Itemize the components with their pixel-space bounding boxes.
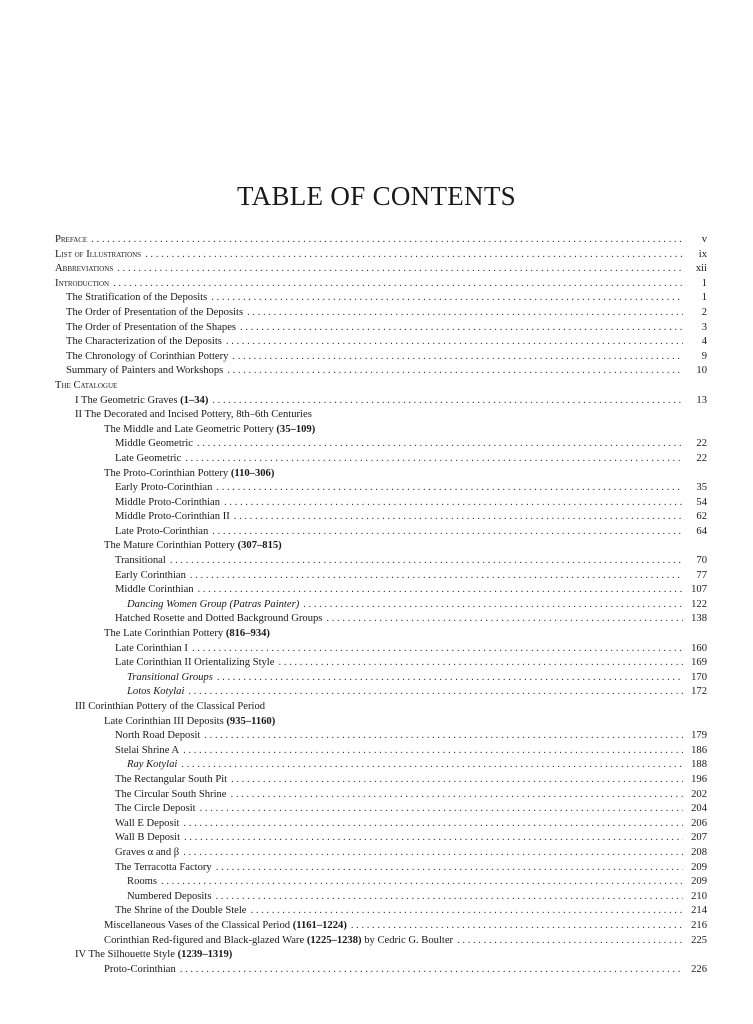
toc-entry xyxy=(55,963,707,978)
toc-page-number: 226 xyxy=(691,963,707,975)
toc-entry xyxy=(55,496,707,511)
dot-leader xyxy=(227,364,683,379)
toc-entry xyxy=(55,802,707,817)
toc-entry-title: The Proto-Corinthian Pottery xyxy=(104,467,229,479)
toc-entry-title: The Order of Presentation of the Deposits xyxy=(66,306,244,318)
toc-page-number: ix xyxy=(698,248,707,260)
dot-leader xyxy=(113,277,683,292)
toc-entry-label xyxy=(115,773,227,788)
toc-entry-catalogue-range: (1–34) xyxy=(180,394,209,406)
dot-leader xyxy=(197,437,683,452)
toc-entry-title: Miscellaneous Vases of the Classical Period xyxy=(104,919,291,931)
toc-entry-label xyxy=(66,291,207,306)
toc-entry-title: The Circle Deposit xyxy=(115,803,196,815)
toc-entry xyxy=(55,394,707,409)
toc-entry xyxy=(55,277,707,292)
toc-entry xyxy=(55,437,707,452)
dot-leader xyxy=(198,583,683,598)
dot-leader xyxy=(216,481,683,496)
toc-entry-title: The Shrine of the Double Stele xyxy=(115,905,247,917)
toc-entry-title: Transitional Groups xyxy=(127,671,213,683)
toc-entry-catalogue-range: (307–815) xyxy=(237,540,282,552)
toc-entry-label xyxy=(55,277,109,292)
toc-entry-label xyxy=(104,467,274,482)
toc-page-number: 4 xyxy=(701,336,707,348)
toc-entry-title: Dancing Women Group (Patras Painter) xyxy=(127,598,300,610)
toc-entry xyxy=(55,890,707,905)
toc-entry-title: Early Proto-Corinthian xyxy=(115,482,213,494)
toc-entry-title: Hatched Rosette and Dotted Background Groups xyxy=(115,613,323,625)
toc-entry-title: Preface xyxy=(55,234,88,245)
dot-leader xyxy=(351,919,683,934)
toc-entry-title: II The Decorated and Incised Pottery, 8th–6th Centuries xyxy=(75,409,312,421)
toc-entry-label xyxy=(115,510,230,525)
toc-entry xyxy=(55,452,707,467)
toc-entry-title: III Corinthian Pottery of the Classical Period xyxy=(75,701,266,712)
toc-entry-title: The Late Corinthian Pottery xyxy=(104,628,224,640)
dot-leader xyxy=(240,321,683,336)
toc-entry-title: Late Corinthian II Orientalizing Style xyxy=(115,657,275,669)
toc-entry-title: The Stratification of the Deposits xyxy=(66,292,208,304)
toc-entry-label xyxy=(66,321,236,336)
toc-entry xyxy=(55,423,707,438)
toc-page-number: 35 xyxy=(696,482,707,494)
toc-entry-label xyxy=(115,802,196,817)
toc-entry-label xyxy=(104,539,282,554)
toc-page-number: 207 xyxy=(691,832,707,844)
dot-leader xyxy=(181,758,683,773)
toc-entry-label xyxy=(66,364,223,379)
dot-leader xyxy=(170,554,683,569)
dot-leader xyxy=(161,875,683,890)
toc-entry-label xyxy=(115,437,193,452)
toc-entry-label xyxy=(55,233,87,248)
toc-entry-author: by Cedric G. Boulter xyxy=(361,934,454,946)
toc-entry-label xyxy=(127,758,177,773)
toc-entry-label xyxy=(115,496,220,511)
toc-entry-title: Introduction xyxy=(55,277,110,289)
toc-entry xyxy=(55,758,707,773)
toc-page-number: 3 xyxy=(701,321,707,333)
toc-entry xyxy=(55,627,707,642)
toc-entry-title: Middle Proto-Corinthian xyxy=(115,496,221,508)
toc-entry-title: The Circular South Shrine xyxy=(115,788,227,800)
toc-entry-label xyxy=(115,612,322,627)
dot-leader xyxy=(234,510,683,525)
toc-entry-title: The Rectangular South Pit xyxy=(115,773,228,785)
toc-page-number: 202 xyxy=(691,788,707,800)
dot-leader xyxy=(184,831,683,846)
dot-leader xyxy=(188,685,683,700)
toc-entry-label xyxy=(75,408,312,423)
toc-page-number: v xyxy=(701,234,707,245)
dot-leader xyxy=(145,248,683,263)
toc-page-number: 1 xyxy=(701,277,707,289)
toc-entry-label xyxy=(115,831,180,846)
toc-entry xyxy=(55,539,707,554)
toc-page-number: 216 xyxy=(691,919,707,931)
toc-entry-label xyxy=(127,875,157,890)
toc-entry xyxy=(55,467,707,482)
toc-entry-label xyxy=(104,423,315,438)
toc-entry-title: Early Corinthian xyxy=(115,569,186,581)
toc-entry-label xyxy=(115,642,188,657)
toc-entry-title: Abbreviations xyxy=(55,263,114,275)
toc-entry xyxy=(55,233,707,248)
toc-entry-label xyxy=(127,671,213,686)
toc-entry xyxy=(55,817,707,832)
toc-page-number: 70 xyxy=(696,555,707,567)
toc-entry-label xyxy=(75,394,208,409)
dot-leader xyxy=(211,291,683,306)
toc-entry xyxy=(55,948,707,963)
toc-page-number: 209 xyxy=(691,876,707,888)
toc-entry-label xyxy=(127,598,299,613)
toc-page-number: 62 xyxy=(696,511,707,523)
toc-entry-title: I The Geometric Graves xyxy=(75,394,178,406)
toc-entry-label xyxy=(127,890,211,905)
toc-entry-title: List of Illustrations xyxy=(55,248,142,260)
toc-entry xyxy=(55,408,707,423)
toc-page-number: 179 xyxy=(691,730,707,742)
toc-entry-label xyxy=(55,248,141,263)
toc-entry-catalogue-range: (110–306) xyxy=(230,467,275,479)
toc-page-number: 13 xyxy=(696,394,707,406)
toc-entry-label xyxy=(75,700,265,715)
toc-entry xyxy=(55,598,707,613)
dot-leader xyxy=(117,262,683,277)
dot-leader xyxy=(190,569,683,584)
toc-entry-title: Lotos Kotylai xyxy=(127,686,185,698)
toc-page-number: 172 xyxy=(691,686,707,698)
toc-entry xyxy=(55,481,707,496)
toc-entry-label xyxy=(127,685,184,700)
dot-leader xyxy=(231,788,683,803)
toc-entry-title: Rooms xyxy=(127,876,158,888)
dot-leader xyxy=(303,598,683,613)
toc-entry-label xyxy=(66,335,222,350)
toc-page-number: 186 xyxy=(691,744,707,756)
toc-entry-label xyxy=(115,569,186,584)
toc-entry xyxy=(55,919,707,934)
toc-entry-title: Late Corinthian I xyxy=(115,642,188,654)
toc-entry-title: Late Proto-Corinthian xyxy=(115,525,209,537)
dot-leader xyxy=(204,729,683,744)
toc-page-number: 204 xyxy=(691,803,707,815)
toc-page-number: 107 xyxy=(691,584,707,596)
toc-entry-title: Corinthian Red-figured and Black-glazed Ware xyxy=(104,934,305,946)
toc-entry xyxy=(55,335,707,350)
toc-entry-label xyxy=(115,904,247,919)
toc-entry-label xyxy=(115,846,179,861)
dot-leader xyxy=(180,963,683,978)
toc-entry xyxy=(55,379,707,394)
toc-entry-label xyxy=(115,861,212,876)
toc-entry xyxy=(55,554,707,569)
toc-entry-catalogue-range: (35–109) xyxy=(276,423,316,435)
toc-page-number: 214 xyxy=(691,905,707,917)
toc-entry-label xyxy=(115,554,166,569)
toc-page-number: 54 xyxy=(696,496,707,508)
toc-page-number: 206 xyxy=(691,817,707,829)
toc-entry xyxy=(55,700,707,715)
toc-entry-title: The Mature Corinthian Pottery xyxy=(104,540,235,552)
toc-entry-label xyxy=(115,525,208,540)
dot-leader xyxy=(326,612,683,627)
toc-entry-catalogue-range: (1225–1238) xyxy=(306,934,362,946)
toc-entry xyxy=(55,861,707,876)
toc-page-number: 160 xyxy=(691,642,707,654)
toc-entry xyxy=(55,612,707,627)
toc-entry xyxy=(55,569,707,584)
toc-page-number: 1 xyxy=(701,292,707,304)
toc-entry-title: Late Geometric xyxy=(115,452,182,464)
dot-leader xyxy=(278,656,683,671)
toc-entry-title: Wall B Deposit xyxy=(115,832,181,844)
toc-entry-label xyxy=(66,306,243,321)
toc-entry-label xyxy=(115,656,274,671)
toc-page-number: 2 xyxy=(701,306,707,318)
toc-entry-label xyxy=(115,788,227,803)
toc-entry-label xyxy=(115,817,179,832)
toc-entry-title: Wall E Deposit xyxy=(115,817,180,829)
toc-entry-label xyxy=(104,919,347,934)
toc-page-number: 188 xyxy=(691,759,707,771)
toc-entry-label xyxy=(104,963,176,978)
toc-entry xyxy=(55,831,707,846)
dot-leader xyxy=(457,934,683,949)
toc-entry-catalogue-range: (1239–1319) xyxy=(177,949,233,961)
dot-leader xyxy=(251,904,683,919)
toc-entry-title: The Catalogue xyxy=(55,379,118,391)
toc-entry-title: The Order of Presentation of the Shapes xyxy=(66,321,237,333)
toc-page-number: 22 xyxy=(696,438,707,450)
toc-entry-title: Numbered Deposits xyxy=(127,890,212,902)
dot-leader xyxy=(247,306,683,321)
dot-leader xyxy=(183,817,683,832)
dot-leader xyxy=(183,744,683,759)
toc-entry xyxy=(55,846,707,861)
toc-page-number: 209 xyxy=(691,861,707,873)
dot-leader xyxy=(212,525,683,540)
toc-entry xyxy=(55,904,707,919)
toc-page-number: 196 xyxy=(691,773,707,785)
toc-page-number: xii xyxy=(695,263,707,275)
toc-entry xyxy=(55,350,707,365)
toc-entry xyxy=(55,306,707,321)
toc-page-number: 208 xyxy=(691,846,707,858)
toc-entry xyxy=(55,656,707,671)
toc-entry xyxy=(55,262,707,277)
toc-entry xyxy=(55,671,707,686)
toc-entry-title: Transitional xyxy=(115,555,166,567)
toc-entry xyxy=(55,773,707,788)
toc-entry xyxy=(55,744,707,759)
toc-entry-title: Middle Proto-Corinthian II xyxy=(115,511,230,523)
toc-entry-label xyxy=(115,744,179,759)
toc-entry-title: Graves α and β xyxy=(115,846,180,858)
toc-page-number: 170 xyxy=(691,671,707,683)
toc-entry-label xyxy=(115,452,181,467)
dot-leader xyxy=(226,335,683,350)
toc-entry xyxy=(55,788,707,803)
toc-entry-title: Middle Corinthian xyxy=(115,584,194,596)
toc-entry-title: Summary of Painters and Workshops xyxy=(66,365,224,377)
dot-leader xyxy=(231,773,683,788)
toc-entry-title: The Chronology of Corinthian Pottery xyxy=(66,350,229,362)
toc-entry xyxy=(55,510,707,525)
toc-entry xyxy=(55,715,707,730)
toc-entry xyxy=(55,875,707,890)
toc-entry-title: Ray Kotylai xyxy=(127,759,178,771)
toc-entry xyxy=(55,364,707,379)
dot-leader xyxy=(216,861,683,876)
toc-page-number: 9 xyxy=(701,350,707,362)
toc-entry-title: IV The Silhouette Style xyxy=(75,949,175,961)
toc-entry-title: Middle Geometric xyxy=(115,438,193,450)
page-title: TABLE OF CONTENTS xyxy=(237,181,516,211)
dot-leader xyxy=(183,846,683,861)
toc-entry xyxy=(55,291,707,306)
toc-entry xyxy=(55,729,707,744)
toc-page-number: 77 xyxy=(696,569,707,581)
dot-leader xyxy=(217,671,683,686)
toc-page-number: 122 xyxy=(691,598,707,610)
toc-entry-label xyxy=(55,262,113,277)
toc-entry-title: The Middle and Late Geometric Pottery xyxy=(104,423,274,435)
toc-entry-title: North Road Deposit xyxy=(115,730,201,742)
table-of-contents xyxy=(55,233,707,977)
toc-entry xyxy=(55,525,707,540)
dot-leader xyxy=(212,394,683,409)
toc-page-number: 10 xyxy=(696,365,707,377)
toc-entry-label xyxy=(66,350,228,365)
dot-leader xyxy=(200,802,683,817)
toc-entry-catalogue-range: (816–934) xyxy=(225,628,270,640)
toc-entry-title: The Characterization of the Deposits xyxy=(66,336,222,348)
toc-entry-label xyxy=(104,934,453,949)
toc-page-number: 210 xyxy=(691,890,707,902)
dot-leader xyxy=(224,496,683,511)
toc-entry-label xyxy=(104,627,270,642)
toc-entry-label xyxy=(115,481,212,496)
toc-page-number: 138 xyxy=(691,613,707,625)
toc-entry-label xyxy=(55,379,117,394)
toc-page-number: 64 xyxy=(696,525,707,537)
toc-page-number: 22 xyxy=(696,452,707,464)
toc-entry-label xyxy=(115,583,194,598)
toc-entry-title: The Terracotta Factory xyxy=(115,861,212,873)
toc-entry-label xyxy=(75,948,232,963)
dot-leader xyxy=(232,350,683,365)
toc-entry xyxy=(55,685,707,700)
dot-leader xyxy=(215,890,683,905)
dot-leader xyxy=(91,233,683,248)
toc-entry xyxy=(55,642,707,657)
toc-entry-title: Stelai Shrine A xyxy=(115,744,180,756)
toc-entry xyxy=(55,321,707,336)
toc-entry-catalogue-range: (1161–1224) xyxy=(292,919,347,931)
toc-page-number: 225 xyxy=(691,934,707,946)
toc-page-number: 169 xyxy=(691,657,707,669)
dot-leader xyxy=(185,452,683,467)
dot-leader xyxy=(192,642,683,657)
toc-entry-label xyxy=(104,715,275,730)
toc-entry xyxy=(55,583,707,598)
toc-entry-label xyxy=(115,729,200,744)
toc-entry-catalogue-range: (935–1160) xyxy=(226,715,276,727)
toc-entry xyxy=(55,248,707,263)
toc-entry-title: Late Corinthian III Deposits xyxy=(104,715,224,727)
toc-entry xyxy=(55,934,707,949)
toc-entry-title: Proto-Corinthian xyxy=(104,963,176,975)
